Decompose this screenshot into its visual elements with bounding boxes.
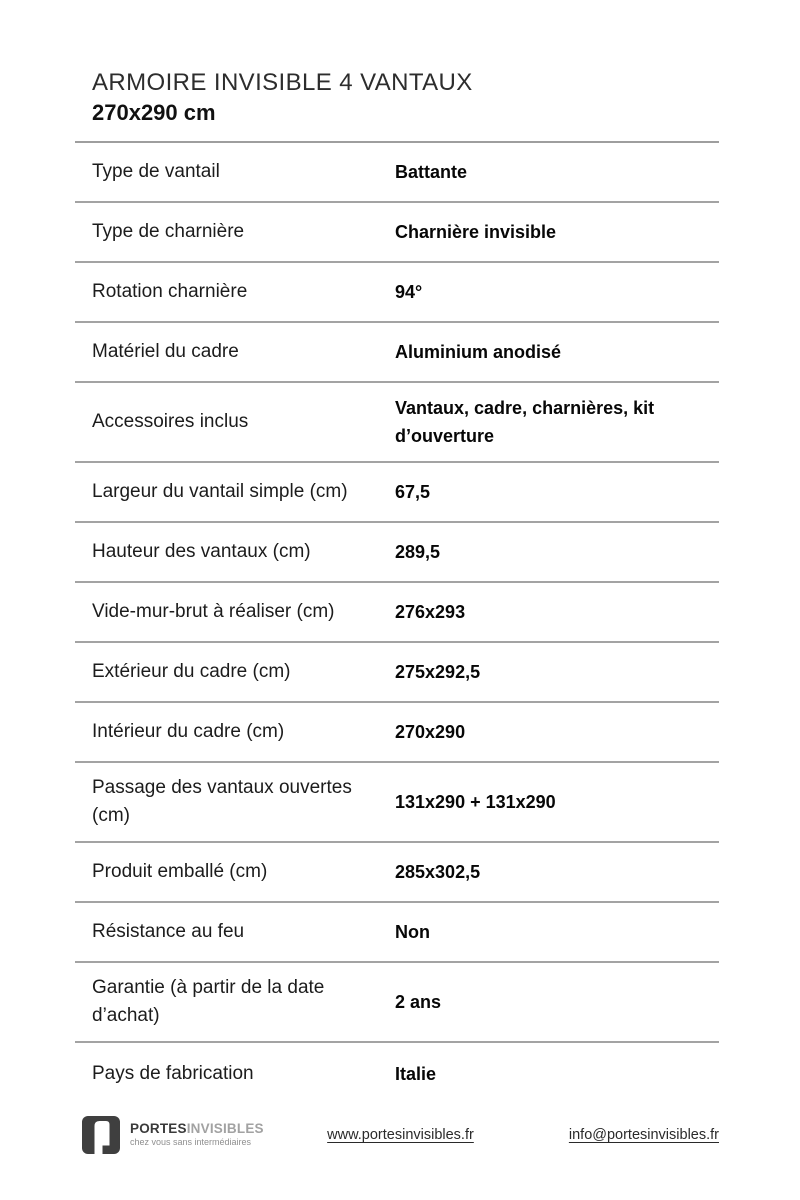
spec-value: 275x292,5 bbox=[395, 662, 481, 682]
table-row bbox=[75, 523, 719, 583]
table-row bbox=[75, 263, 719, 323]
table-row bbox=[75, 763, 719, 843]
spec-label: Largeur du vantail simple (cm) bbox=[92, 481, 348, 502]
table-row bbox=[75, 463, 719, 523]
spec-label: Résistance au feu bbox=[92, 921, 245, 942]
spec-label: Hauteur des vantaux (cm) bbox=[92, 541, 311, 562]
spec-label: Accessoires inclus bbox=[92, 411, 249, 432]
table-row bbox=[75, 963, 719, 1043]
spec-value: 67,5 bbox=[395, 482, 431, 502]
brand-name bbox=[130, 1122, 264, 1137]
spec-value: 2 ans bbox=[395, 992, 442, 1012]
spec-label: Passage des vantaux ouvertes (cm) bbox=[92, 777, 352, 826]
spec-value: 94° bbox=[395, 282, 423, 302]
page-subtitle: 270x290 cm bbox=[92, 100, 216, 125]
spec-value: 285x302,5 bbox=[395, 862, 481, 882]
page-footer bbox=[75, 1115, 719, 1155]
spec-value: Vantaux, cadre, charnières, kit d’ouverture bbox=[395, 398, 655, 446]
table-row bbox=[75, 703, 719, 763]
table-row bbox=[75, 323, 719, 383]
spec-label: Extérieur du cadre (cm) bbox=[92, 661, 291, 682]
table-row bbox=[75, 583, 719, 643]
spec-label: Garantie (à partir de la date d’achat) bbox=[92, 977, 325, 1026]
spec-value: Aluminium anodisé bbox=[395, 342, 562, 362]
brand-name-bold: PORTES bbox=[130, 1120, 187, 1136]
spec-table bbox=[75, 143, 719, 1104]
table-row bbox=[75, 383, 719, 463]
brand-tagline: chez vous sans intermédiaires bbox=[130, 1137, 252, 1148]
spec-label: Pays de fabrication bbox=[92, 1062, 254, 1084]
spec-label: Produit emballé (cm) bbox=[92, 861, 268, 882]
spec-value: 270x290 bbox=[395, 722, 466, 742]
page-title: ARMOIRE INVISIBLE 4 VANTAUX bbox=[92, 69, 473, 96]
spec-label: Vide-mur-brut à réaliser (cm) bbox=[92, 601, 335, 622]
website-link[interactable]: www.portesinvisibles.fr bbox=[327, 1127, 474, 1143]
spec-value: Charnière invisible bbox=[395, 222, 557, 242]
spec-value: Battante bbox=[395, 162, 468, 182]
spec-label: Type de vantail bbox=[92, 161, 220, 182]
spec-label: Type de charnière bbox=[92, 221, 245, 242]
door-logo-icon bbox=[82, 1115, 120, 1155]
spec-value: Non bbox=[395, 922, 430, 942]
table-row bbox=[75, 1043, 719, 1104]
spec-value: Italie bbox=[395, 1063, 437, 1084]
table-row bbox=[75, 643, 719, 703]
spec-label: Matériel du cadre bbox=[92, 341, 239, 362]
spec-label: Intérieur du cadre (cm) bbox=[92, 721, 285, 742]
table-row bbox=[75, 143, 719, 203]
spec-value: 131x290 + 131x290 bbox=[395, 792, 556, 812]
spec-sheet bbox=[75, 0, 719, 1155]
table-row bbox=[75, 843, 719, 903]
table-row bbox=[75, 203, 719, 263]
table-row bbox=[75, 903, 719, 963]
spec-value: 276x293 bbox=[395, 602, 466, 622]
spec-label: Rotation charnière bbox=[92, 281, 248, 302]
email-link[interactable]: info@portesinvisibles.fr bbox=[568, 1127, 719, 1143]
spec-value: 289,5 bbox=[395, 542, 441, 562]
brand-text bbox=[130, 1122, 264, 1149]
brand-block bbox=[82, 1115, 327, 1155]
page-header bbox=[75, 0, 719, 143]
brand-name-light: INVISIBLES bbox=[186, 1120, 264, 1136]
